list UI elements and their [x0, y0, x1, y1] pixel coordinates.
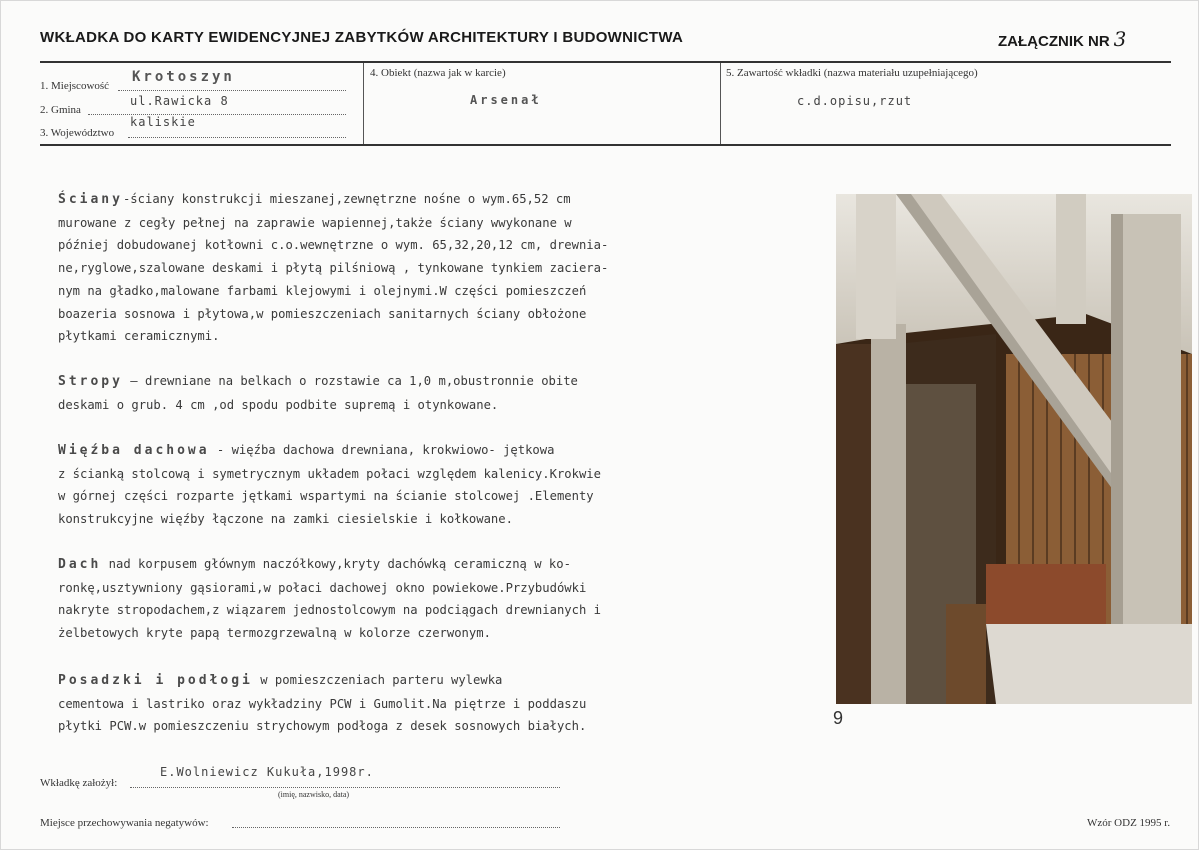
header-bottom-rule	[40, 144, 1171, 146]
object-value: Arsenał	[470, 93, 542, 107]
voivodeship-dots	[128, 137, 346, 138]
interior-photo	[836, 194, 1192, 704]
section-ceilings	[58, 370, 838, 416]
section-line: ronkę,usztywniony gąsiorami,w połaci dachowej okno powiekowe.Przybudówki	[58, 580, 587, 595]
form-title: WKŁADKA DO KARTY EWIDENCYJNEJ ZABYTKÓW ARCHITEKTURY I BUDOWNICTWA	[40, 29, 684, 46]
section-line: później dobudowanej kotłowni c.o.wewnętrzne o wym. 65,32,20,12 cm, drewnia-	[58, 238, 609, 253]
section-line: deskami o grub. 4 cm ,od spodu podbite supremą i otynkowane.	[58, 397, 499, 412]
content-value: c.d.opisu,rzut	[797, 94, 913, 108]
section-roof	[58, 553, 838, 645]
author-dots	[130, 787, 560, 788]
section-line: żelbetowych kryte papą termozgrzewalną w kolorze czerwonym.	[58, 626, 491, 641]
author-label: Wkładkę założył:	[40, 777, 118, 789]
section-roof-truss	[58, 439, 838, 531]
photo-number: 9	[833, 708, 844, 728]
section-line: w górnej części rozparte jętkami wspartymi na ścianie stolcowej .Elementy	[58, 489, 594, 504]
section-line	[58, 188, 838, 212]
interior-photo-drawing	[836, 194, 1192, 704]
section-line	[58, 439, 838, 463]
voivodeship-label: 3. Województwo	[40, 127, 115, 139]
section-line: nym na gładko,malowane farbami klejowymi i olejnymi.W części pomieszczeń	[58, 283, 587, 298]
section-line: cementowa i lastriko oraz wykładziny PCW i Gumolit.Na piętrze i poddaszu	[58, 696, 587, 711]
section-line: boazeria sosnowa i płytowa,w pomieszczeniach sanitarnych ściany obłożone	[58, 306, 587, 321]
line-text: nad korpusem głównym naczółkowy,kryty dachówką ceramiczną w ko-	[101, 557, 571, 571]
annex-number: 3	[1113, 27, 1127, 51]
section-line: płytki PCW.w pomieszczeniu strychowym podłoga z desek sosnowych białych.	[58, 719, 587, 734]
section-heading: Więźba dachowa	[58, 443, 210, 458]
section-heading: Ściany	[58, 192, 123, 207]
locality-value: Krotoszyn	[132, 69, 235, 85]
author-value: E.Wolniewicz Kukuła,1998r.	[160, 765, 374, 779]
section-line	[58, 553, 838, 577]
content-label: 5. Zawartość wkładki (nazwa materiału uzupełniającego)	[726, 67, 978, 79]
header-top-rule	[40, 61, 1171, 63]
voivodeship-value: kaliskie	[130, 115, 196, 129]
field-divider	[720, 63, 721, 144]
object-label: 4. Obiekt (nazwa jak w karcie)	[370, 67, 506, 79]
negatives-dots	[232, 827, 560, 828]
section-heading: Dach	[58, 557, 102, 572]
annex-label	[998, 27, 1126, 51]
commune-label: 2. Gmina	[40, 104, 81, 116]
annex-label-text: ZAŁĄCZNIK NR	[998, 33, 1110, 50]
locality-label: 1. Miejscowość	[40, 80, 110, 92]
address-value: ul.Rawicka 8	[130, 94, 229, 108]
section-heading: Posadzki i podłogi	[58, 673, 253, 688]
commune-dots	[88, 114, 346, 115]
line-text: w pomieszczeniach parteru wylewka	[252, 673, 503, 687]
section-heading: Stropy	[58, 374, 123, 389]
section-line: murowane z cegły pełnej na zaprawie wapiennej,także ściany wwykonane w	[58, 215, 572, 230]
negatives-label: Miejsce przechowywania negatywów:	[40, 817, 209, 829]
section-line	[58, 669, 838, 693]
field-divider	[363, 63, 364, 144]
author-hint: (imię, nazwisko, data)	[278, 790, 350, 799]
line-text: - więźba dachowa drewniana, krokwiowo- jętkowa	[209, 443, 555, 457]
form-version: Wzór ODZ 1995 r.	[1087, 817, 1171, 829]
line-text: — drewniane na belkach o rozstawie ca 1,0 m,obustronnie obite	[122, 374, 578, 388]
section-line: nakryte stropodachem,z wiązarem jednostolcowym na podciągach drewnianych i	[58, 603, 601, 618]
section-line: konstrukcyjne więźby łączone na zamki ciesielskie i kołkowane.	[58, 512, 513, 527]
section-floors	[58, 669, 838, 738]
section-line: z ścianką stolcową i symetrycznym układem połaci względem kalenicy.Krokwie	[58, 466, 601, 481]
section-line	[58, 370, 838, 394]
locality-dots	[118, 90, 346, 91]
section-walls	[58, 188, 838, 348]
section-line: płytkami ceramicznymi.	[58, 329, 220, 344]
line-text: -ściany konstrukcji mieszanej,zewnętrzne nośne o wym.65,52 cm	[122, 192, 571, 206]
section-line: ne,ryglowe,szalowane deskami i płytą pilśniową , tynkowane tynkiem zaciera-	[58, 261, 609, 276]
